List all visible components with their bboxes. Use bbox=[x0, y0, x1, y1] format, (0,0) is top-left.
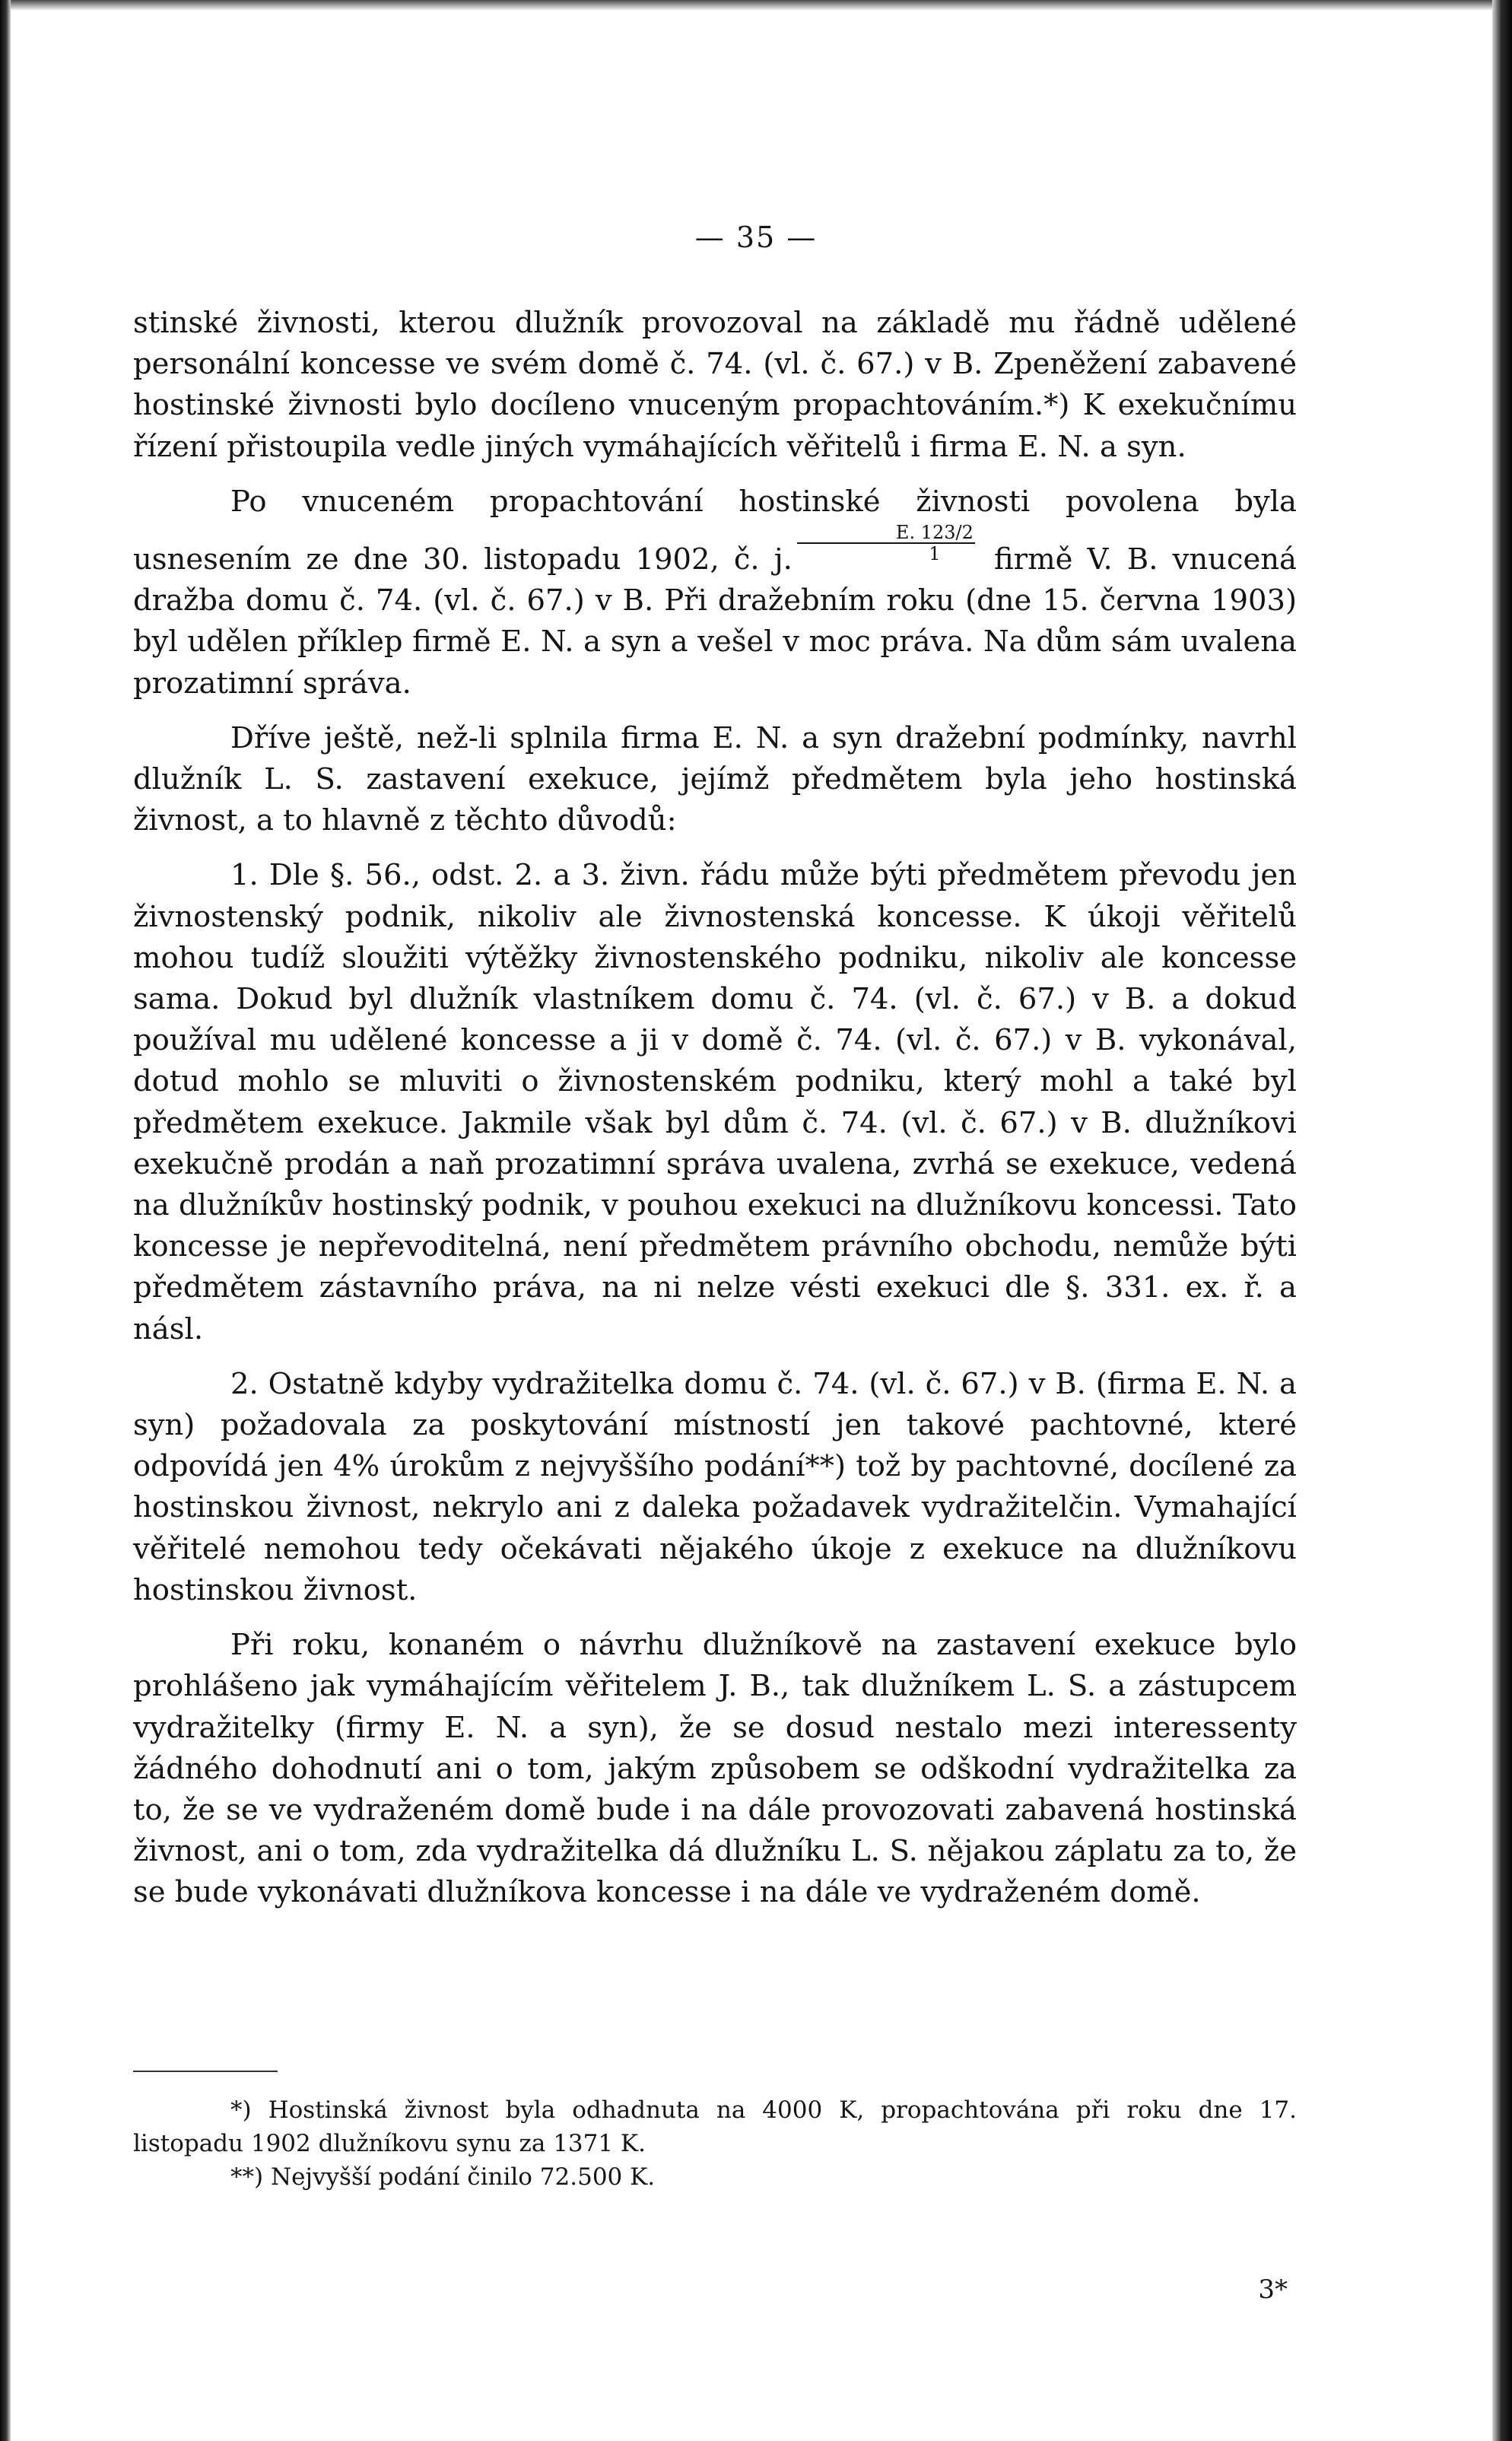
case-number-denominator: 1 bbox=[929, 543, 941, 565]
paragraph-text: 1. Dle §. 56., odst. 2. a 3. živn. řádu může býti předmětem převodu jen živnostenský podnik, nikoliv ale živnostenská koncesse. K úkoji věřitelů mohou tudíž sloužiti výtěžky živnostenského podniku, nikoliv ale koncesse sama. Dokud byl dlužník vlastníkem domu č. 74. (vl. č. 67.) v B. a dokud používal mu udělené koncesse a ji v domě č. 74. (vl. č. 67.) v B. vykonával, dotud mohlo se mluviti o živnostenském podniku, který mohl a také byl předmětem exekuce. Jakmile však byl dům č. 74. (vl. č. 67.) v B. dlužníkovi exekučně prodán a naň prozatimní správa uvalena, zvrhá se exekuce, vedená na dlužníkův hostinský podnik, v pouhou exekuci na dlužníkovu koncessi. Tato koncesse je nepřevoditelná, není předmětem právního obchodu, nemůže býti předmětem zástavního práva, na ni nelze vésti exekuci dle §. 331. ex. ř. a násl. bbox=[133, 858, 1297, 1346]
footnote: *) Hostinská živnost byla odhadnuta na 4000 K, propachtována při roku dne 17. listopadu 1902 dlužníkovu synu za 1371 K. bbox=[133, 2096, 1297, 2157]
paragraph-text: firmě V. B. vnucená dražba domu č. 74. (vl. č. 67.) v B. Při dražebním roku (dne 15. června 1903) byl udělen příklep firmě E. N. a syn a vešel v moc práva. Na dům sám uvalena prozatimní správa. bbox=[133, 542, 1298, 701]
case-number-numerator: E. 123/2 bbox=[797, 523, 975, 544]
footnote: **) Nejvyšší podání činilo 72.500 K. bbox=[230, 2163, 656, 2191]
paragraph bbox=[133, 303, 1297, 468]
footnote-separator bbox=[133, 2071, 278, 2072]
paragraph bbox=[133, 1364, 1297, 1611]
body-text bbox=[133, 303, 1297, 1928]
paragraph-text: Po vnuceném propachtování hostinské živnosti povolena byla usnesením ze dne 30. listopadu 1902, č. j. bbox=[133, 484, 1297, 577]
page-scan-edge-left bbox=[0, 0, 11, 2441]
paragraph bbox=[133, 855, 1297, 1349]
page-scan-edge-top bbox=[0, 0, 1512, 11]
page-scan-edge-right bbox=[1492, 0, 1512, 2441]
footnotes bbox=[133, 2093, 1297, 2194]
printer-signature-mark: 3* bbox=[1258, 2274, 1288, 2305]
paragraph bbox=[133, 482, 1297, 704]
case-number-fraction bbox=[797, 523, 975, 564]
paragraph-text: Při roku, konaném o návrhu dlužníkově na zastavení exekuce bylo prohlášeno jak vymáhajícím věřitelem J. B., tak dlužníkem L. S. a zástupcem vydražitelky (firmy E. N. a syn), že se dosud nestalo mezi interessenty žádného dohodnutí ani o tom, jakým způsobem se odškodní vydražitelka za to, že se ve vydraženém domě bude i na dále provozovati zabavená hostinská živnost, ani o tom, zda vydražitelka dá dlužníku L. S. nějakou záplatu za to, že se bude vykonávati dlužníkova koncesse i na dále ve vydraženém domě. bbox=[133, 1628, 1297, 1910]
paragraph bbox=[133, 1625, 1297, 1913]
paragraph-text: 2. Ostatně kdyby vydražitelka domu č. 74. (vl. č. 67.) v B. (firma E. N. a syn) požadovala za poskytování místností jen takové pachtovné, které odpovídá jen 4% úrokům z nejvyššího podání**) tož by pachtovné, docílené za hostinskou živnost, nekrylo ani z daleka požadavek vydražitelčin. Vymahající věřitelé nemohou tedy očekávati nějakého úkoje z exekuce na dlužníkovu hostinskou živnost. bbox=[133, 1366, 1297, 1607]
paragraph-text: stinské živnosti, kterou dlužník provozoval na základě mu řádně udělené personální koncesse ve svém domě č. 74. (vl. č. 67.) v B. Zpeněžení zabavené hostinské živnosti bylo docíleno vnuceným propachtováním.*) K exekučnímu řízení přistoupila vedle jiných vymáhajících věřitelů i firma E. N. a syn. bbox=[133, 306, 1297, 464]
paragraph-text: Dříve ještě, než-li splnila firma E. N. a syn dražební podmínky, navrhl dlužník L. S. zastavení exekuce, jejímž předmětem byla jeho hostinská živnost, a to hlavně z těchto důvodů: bbox=[133, 720, 1297, 838]
paragraph bbox=[133, 718, 1297, 842]
page-number: — 35 — bbox=[694, 221, 818, 254]
